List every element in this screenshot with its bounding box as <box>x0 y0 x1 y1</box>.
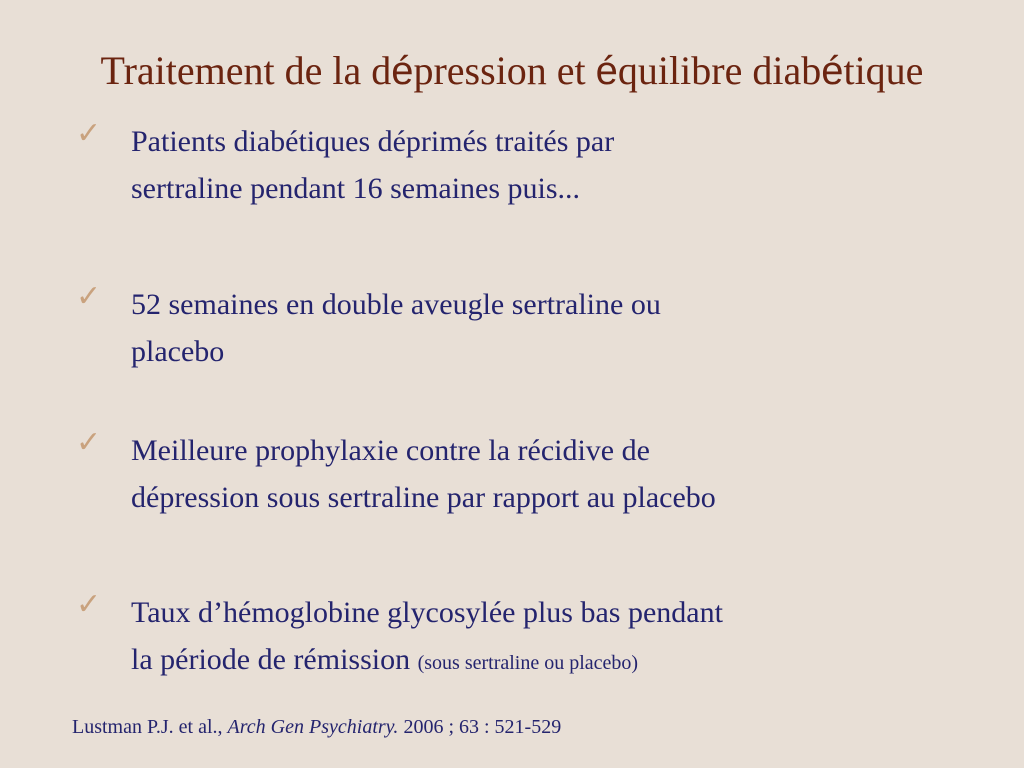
check-icon: ✓ <box>76 425 102 460</box>
title-part-4: tique <box>843 48 924 93</box>
title-accent-2: é <box>595 49 618 93</box>
bullet-2-line-1: 52 semaines en double aveugle sertraline ou <box>131 288 661 321</box>
bullet-1-line-1: Patients diabétiques déprimés traités par <box>131 125 615 158</box>
bullet-text-1 <box>131 118 951 212</box>
check-icon: ✓ <box>76 116 102 151</box>
bullet-text-4 <box>131 589 951 687</box>
title-accent-3: é <box>821 49 844 93</box>
title-accent-1: é <box>391 49 414 93</box>
title-part-2: pression et <box>413 48 596 93</box>
bullet-4-line-1: Taux d’hémoglobine glycosylée plus bas pendant <box>131 596 723 629</box>
citation-authors: Lustman P.J. et al., <box>72 716 228 738</box>
bullet-2-line-2: placebo <box>131 335 225 368</box>
citation-journal: Arch Gen Psychiatry. <box>227 716 399 738</box>
bullet-4-note: (sous sertraline ou placebo) <box>417 652 639 674</box>
bullet-text-2 <box>131 281 951 375</box>
check-icon: ✓ <box>76 587 102 622</box>
title-part-1: Traitement de la d <box>100 48 392 93</box>
citation-details: 2006 ; 63 : 521-529 <box>398 716 562 738</box>
title-part-3: quilibre diab <box>617 48 822 93</box>
bullet-4-line-2: la période de rémission <box>131 643 411 676</box>
slide-title <box>0 46 1024 96</box>
bullet-1-line-2: sertraline pendant 16 semaines puis... <box>131 172 581 205</box>
check-icon: ✓ <box>76 279 102 314</box>
bullet-text-3 <box>131 427 951 521</box>
bullet-3-line-2: dépression sous sertraline par rapport au placebo <box>131 481 716 514</box>
bullet-3-line-1: Meilleure prophylaxie contre la récidive de <box>131 434 650 467</box>
citation <box>72 714 561 740</box>
